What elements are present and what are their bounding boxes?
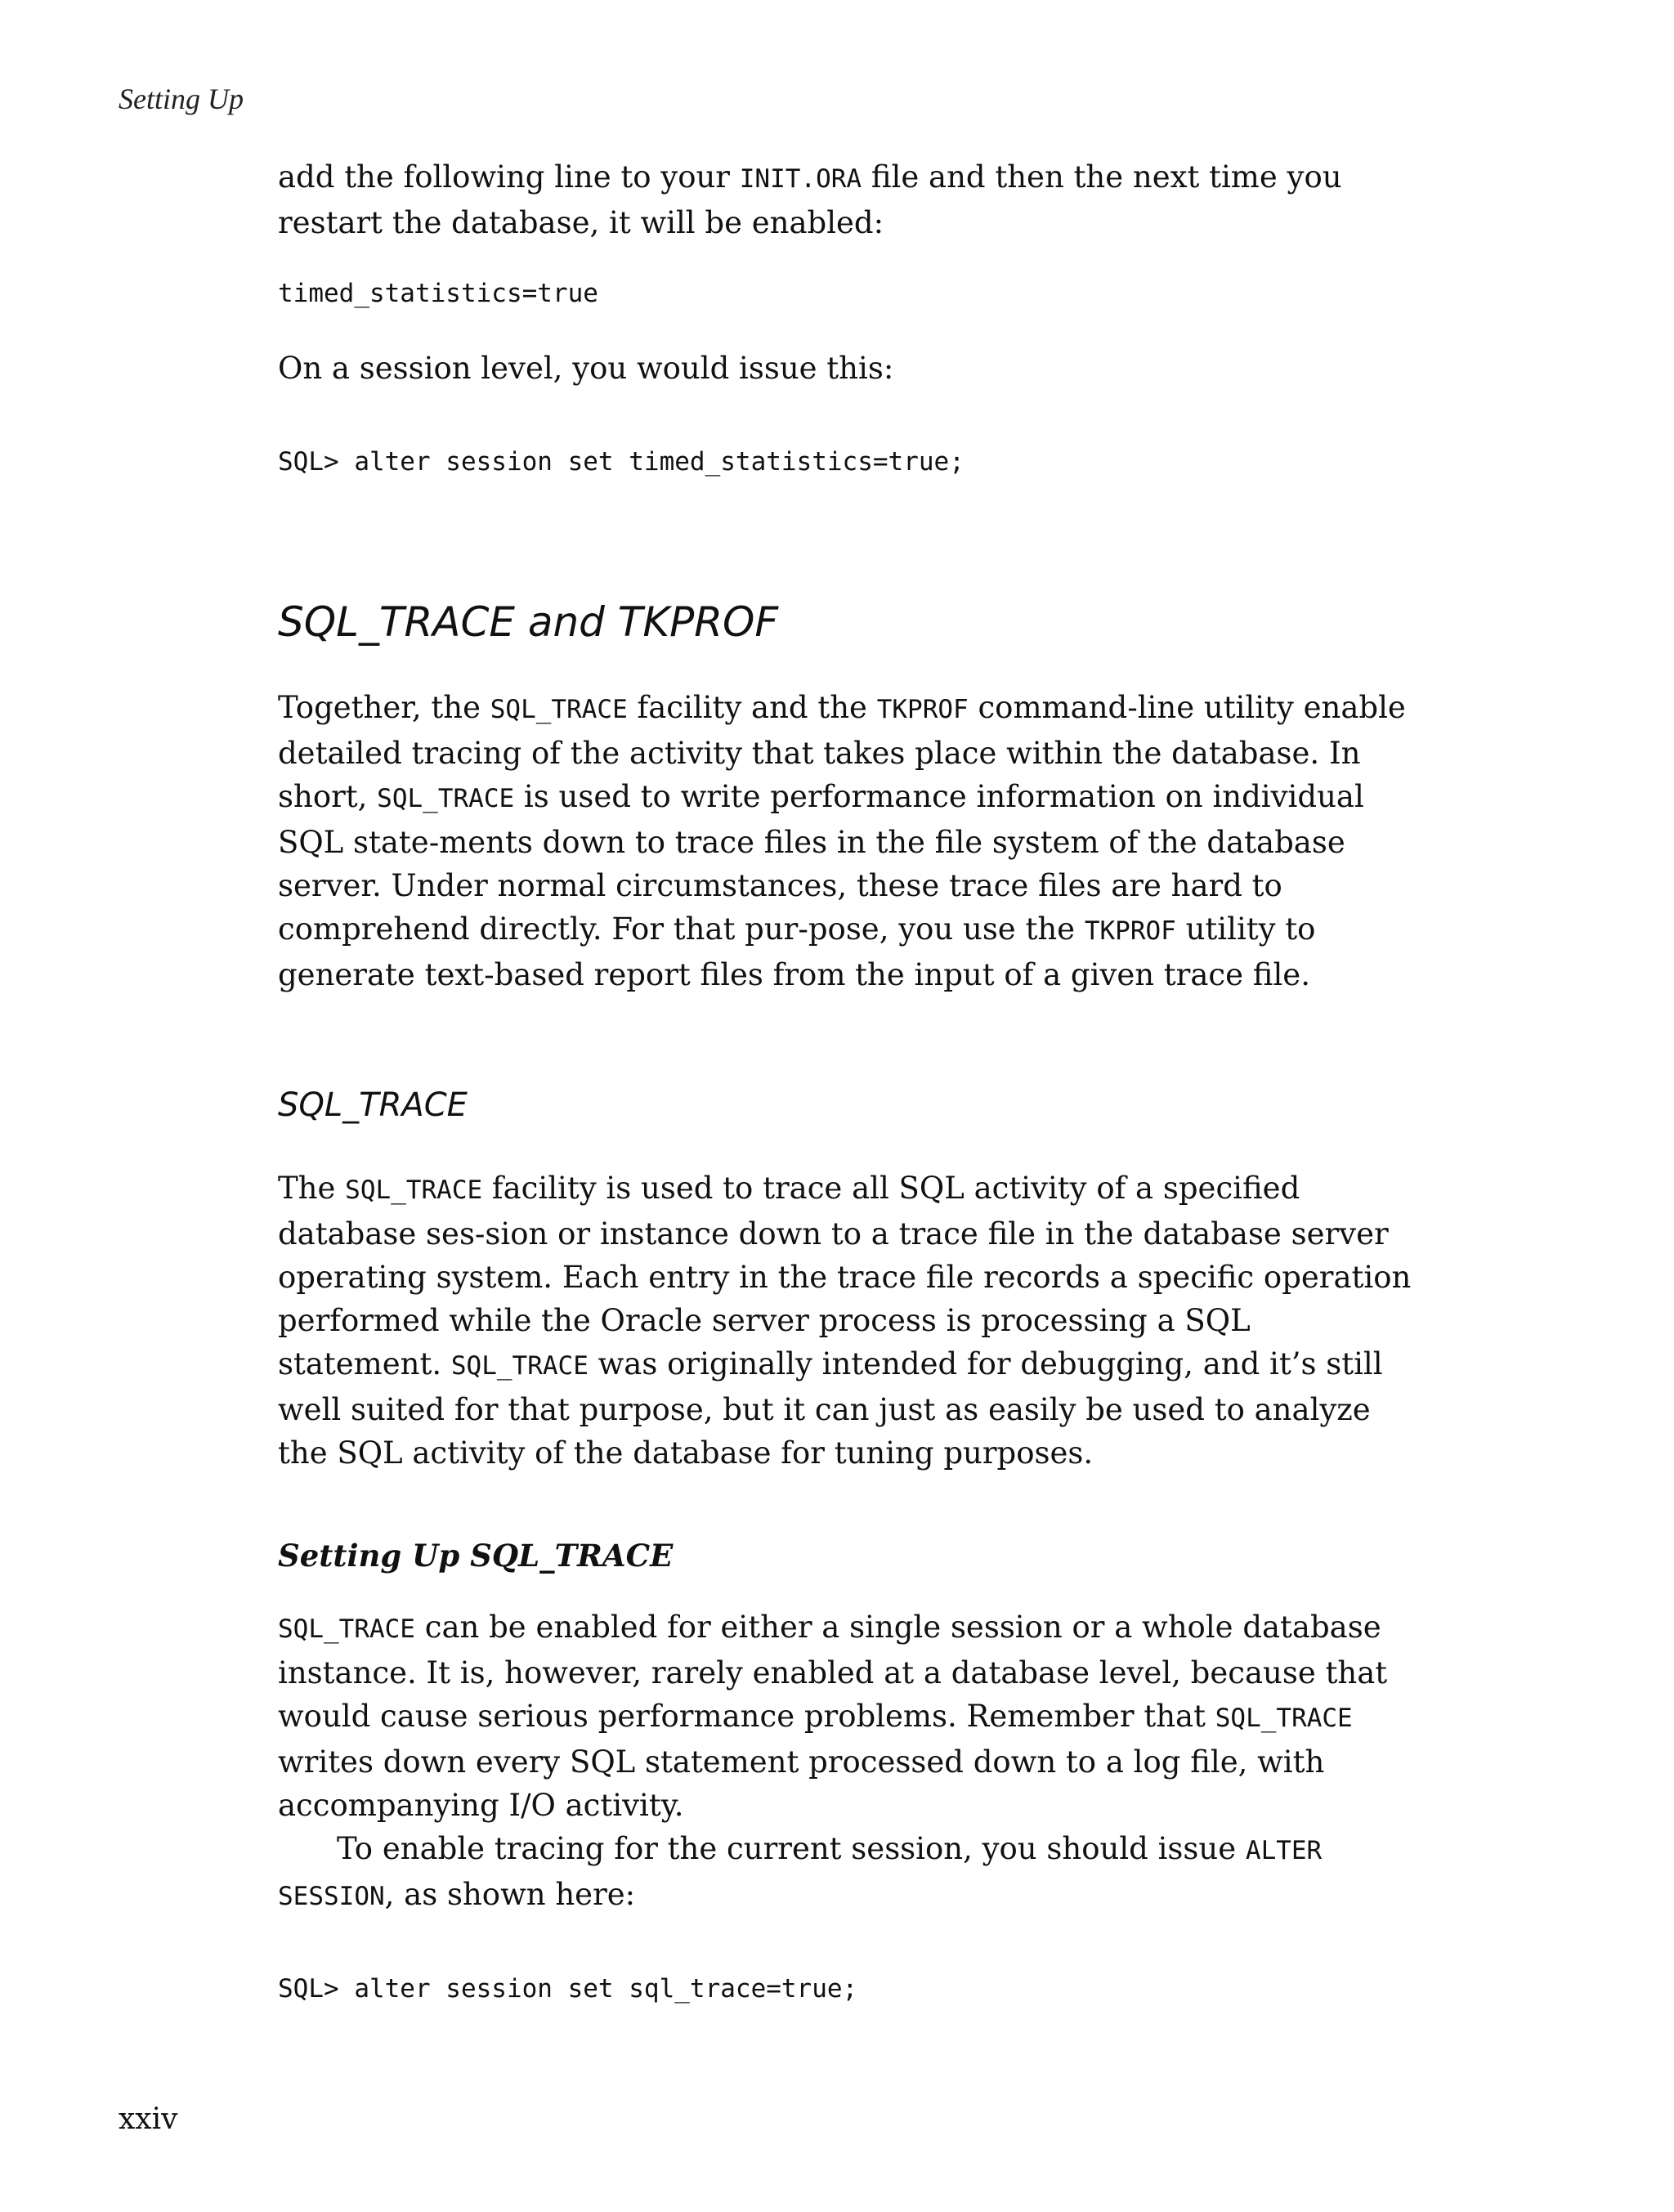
inline-code: TKPROF xyxy=(876,695,969,724)
running-head: Setting Up xyxy=(119,83,244,115)
paragraph-enable-levels: SQL_TRACE can be enabled for either a single session or a whole database instance. It is, however, rarely enabled at a database level, because that would cause serious performance problems. Remember that SQL_TRACE writes down every SQL statement processed down to a log file, with accompanying I/O activity. xyxy=(278,1610,1388,1823)
heading-sql-trace: SQL_TRACE xyxy=(278,1086,468,1124)
paragraph-init-ora: add the following line to your INIT.ORA file and then the next time you restart the database, it will be enabled: xyxy=(278,159,1342,240)
code-block-alter-sql-trace: SQL> alter session set sql_trace=true; xyxy=(278,1974,858,2004)
page-number: xxiv xyxy=(119,2102,178,2136)
inline-code: TKPROF xyxy=(1084,916,1176,946)
code-block-alter-timed: SQL> alter session set timed_statistics=true; xyxy=(278,447,965,477)
paragraph-together: Together, the SQL_TRACE facility and the TKPROF command-line utility enable detailed tracing of the activity that takes place within the database. In short, SQL_TRACE is used to write performance information on individual SQL state-ments down to trace files in the file system of the database server. Under normal circumstances, these trace files are hard to comprehend directly. For that pur-pose, you use the TKPROF utility to generate text-based report files from the input of a given trace file. xyxy=(278,690,1406,992)
code-block-timed-statistics: timed_statistics=true xyxy=(278,279,598,308)
inline-code: INIT.ORA xyxy=(739,164,862,194)
paragraph-session-level: On a session level, you would issue this: xyxy=(278,351,894,386)
paragraph-enable-current-session: To enable tracing for the current session, you should issue ALTER SESSION, as shown here: xyxy=(278,1831,1323,1912)
inline-code: ALTER SESSION xyxy=(278,1836,1323,1911)
paragraph-sql-trace-facility: The SQL_TRACE facility is used to trace all SQL activity of a specified database ses-sion or instance down to a trace file in the database server operating system. Each entry in the trace file records a specific operation performed while the Oracle server process is processing a SQL statement. SQL_TRACE was originally intended for debugging, and it’s still well suited for that purpose, but it can just as easily be used to analyze the SQL activity of the database for tuning purposes. xyxy=(278,1171,1412,1471)
heading-setting-up-sql-trace: Setting Up SQL_TRACE xyxy=(278,1538,674,1574)
heading-sql-trace-and-tkprof: SQL_TRACE and TKPROF xyxy=(278,598,779,646)
inline-code: SQL_TRACE xyxy=(490,695,628,724)
inline-code: SQL_TRACE xyxy=(450,1351,589,1381)
inline-code: SQL_TRACE xyxy=(278,1614,415,1644)
inline-code: SQL_TRACE xyxy=(377,784,515,813)
page-body xyxy=(278,155,1422,2005)
inline-code: SQL_TRACE xyxy=(1215,1704,1353,1733)
inline-code: SQL_TRACE xyxy=(345,1175,483,1205)
